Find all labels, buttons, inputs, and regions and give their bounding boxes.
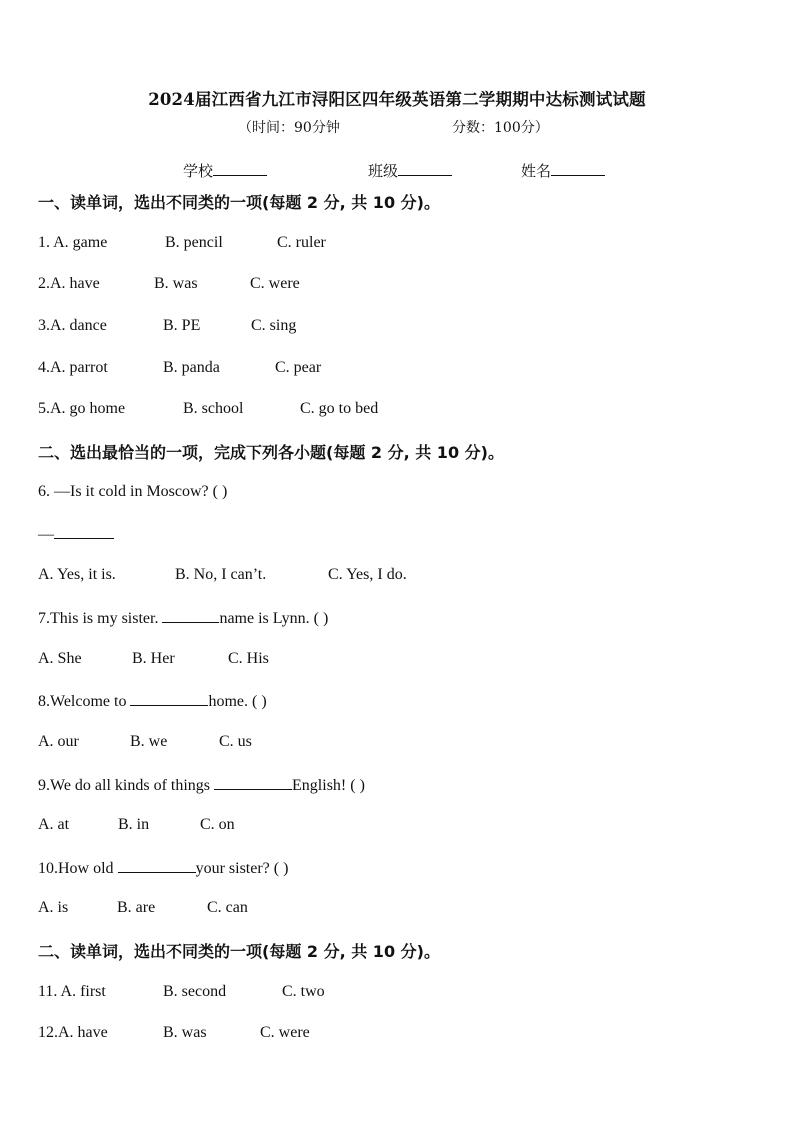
question-10-options xyxy=(38,899,248,917)
q9-blank[interactable] xyxy=(214,775,292,790)
q8-option-a: A. our xyxy=(38,733,79,750)
question-2 xyxy=(38,275,300,293)
q4-option-c: C. pear xyxy=(275,359,322,376)
q12-option-c: C. were xyxy=(260,1024,310,1041)
q3-option-b: B. PE xyxy=(163,317,201,334)
q7-pre: 7.This is my sister. xyxy=(38,610,163,627)
q10-post: your sister? ( ) xyxy=(195,860,289,877)
question-10-stem xyxy=(38,858,288,878)
school-field xyxy=(183,160,267,181)
exam-time: （时间：90分钟 xyxy=(238,120,340,136)
q7-blank[interactable] xyxy=(162,608,219,623)
q12-option-a: 12.A. have xyxy=(38,1024,108,1041)
q11-option-b: B. second xyxy=(163,983,227,1000)
q5-option-c: C. go to bed xyxy=(300,400,379,417)
q8-post: home. ( ) xyxy=(208,693,267,710)
q2-option-b: B. was xyxy=(154,275,198,292)
question-9-options xyxy=(38,816,235,834)
q5-option-a: 5.A. go home xyxy=(38,400,126,417)
q10-option-c: C. can xyxy=(207,899,248,916)
question-3 xyxy=(38,317,297,335)
q5-option-b: B. school xyxy=(183,400,244,417)
class-label: 班级 xyxy=(368,162,399,180)
question-11 xyxy=(38,983,325,1001)
q2-option-a: 2.A. have xyxy=(38,275,100,292)
q8-blank[interactable] xyxy=(130,691,208,706)
q1-option-a: 1. A. game xyxy=(38,234,108,251)
q4-option-a: 4.A. parrot xyxy=(38,359,108,376)
q11-option-c: C. two xyxy=(282,983,325,1000)
exam-title: 2024届江西省九江市浔阳区四年级英语第二学期期中达标测试试题 xyxy=(148,90,646,109)
q4-option-b: B. panda xyxy=(163,359,220,376)
school-label: 学校 xyxy=(183,162,214,180)
q10-option-a: A. is xyxy=(38,899,69,916)
name-label: 姓名 xyxy=(521,162,552,180)
q9-option-b: B. in xyxy=(118,816,150,833)
question-6-answer-line xyxy=(38,524,114,544)
school-blank[interactable] xyxy=(213,161,267,176)
q2-option-c: C. were xyxy=(250,275,300,292)
q7-option-a: A. She xyxy=(38,650,82,667)
q10-pre: 10.How old xyxy=(38,860,118,877)
q3-option-c: C. sing xyxy=(251,317,297,334)
q7-post: name is Lynn. ( ) xyxy=(219,610,329,627)
class-blank[interactable] xyxy=(398,161,452,176)
question-12 xyxy=(38,1024,310,1042)
name-field xyxy=(521,160,605,181)
q9-pre: 9.We do all kinds of things xyxy=(38,777,215,794)
question-7-stem xyxy=(38,608,328,628)
q10-blank[interactable] xyxy=(118,858,196,873)
q7-option-c: C. His xyxy=(228,650,269,667)
question-6-stem: 6. —Is it cold in Moscow? ( ) xyxy=(38,483,228,500)
student-info-row xyxy=(0,160,794,182)
exam-score: 分数：100分） xyxy=(452,120,549,136)
section-2-heading: 二、选出最恰当的一项，完成下列各小题(每题 2 分, 共 10 分)。 xyxy=(38,443,504,462)
name-blank[interactable] xyxy=(551,161,605,176)
question-1 xyxy=(38,234,326,252)
q6-dash: — xyxy=(38,526,54,543)
question-8-stem xyxy=(38,691,267,711)
q10-option-b: B. are xyxy=(117,899,156,916)
q6-option-c: C. Yes, I do. xyxy=(328,566,407,583)
section-3-heading: 二、读单词，选出不同类的一项(每题 2 分, 共 10 分)。 xyxy=(38,942,440,961)
q6-blank[interactable] xyxy=(54,524,114,539)
q6-option-a: A. Yes, it is. xyxy=(38,566,116,583)
question-5 xyxy=(38,400,379,418)
q11-option-a: 11. A. first xyxy=(38,983,106,1000)
question-9-stem xyxy=(38,775,365,795)
class-field xyxy=(368,160,452,181)
q9-post: English! ( ) xyxy=(292,777,365,794)
q1-option-b: B. pencil xyxy=(165,234,223,251)
q9-option-c: C. on xyxy=(200,816,235,833)
question-8-options xyxy=(38,733,252,751)
q8-option-b: B. we xyxy=(130,733,168,750)
question-4 xyxy=(38,359,322,377)
q6-option-b: B. No, I can’t. xyxy=(175,566,267,583)
q3-option-a: 3.A. dance xyxy=(38,317,107,334)
question-7-options xyxy=(38,650,269,668)
question-6-options xyxy=(38,566,407,584)
q12-option-b: B. was xyxy=(163,1024,207,1041)
section-1-heading: 一、读单词，选出不同类的一项(每题 2 分, 共 10 分)。 xyxy=(38,193,440,212)
q7-option-b: B. Her xyxy=(132,650,175,667)
q8-pre: 8.Welcome to xyxy=(38,693,131,710)
q1-option-c: C. ruler xyxy=(277,234,326,251)
q9-option-a: A. at xyxy=(38,816,70,833)
q8-option-c: C. us xyxy=(219,733,252,750)
